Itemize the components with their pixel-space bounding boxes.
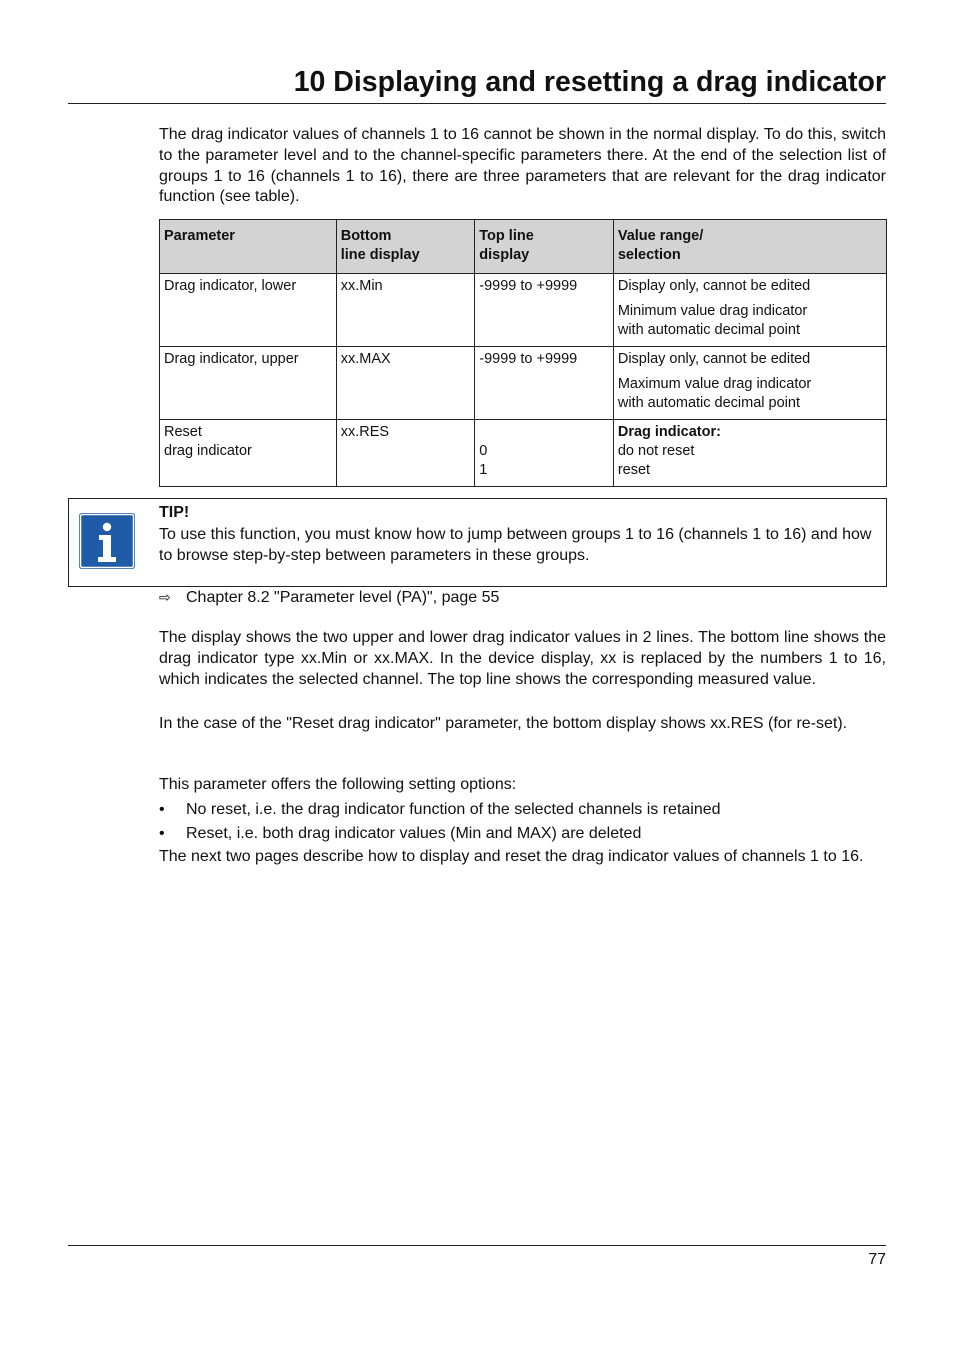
table-header-row: [160, 220, 887, 274]
cell-top: -9999 to +9999: [475, 274, 614, 347]
title-rule: [68, 103, 886, 104]
cell-value: [613, 420, 886, 487]
value-main: Display only, cannot be edited: [617, 278, 811, 294]
parameter-table: [159, 219, 887, 487]
header-bottom-line: Bottom line display: [336, 220, 475, 274]
table-row: [160, 347, 887, 420]
body-paragraph-2: In the case of the "Reset drag indicator" parameter, the bottom display shows xx.RES (for re-set).: [159, 715, 848, 732]
table-row: [160, 420, 887, 487]
arrow-right-icon: ⇨: [159, 589, 171, 605]
cell-bottom: xx.MAX: [336, 347, 475, 420]
value-label: Drag indicator:: [617, 424, 721, 440]
table-row: [160, 274, 887, 347]
value-options: do not reset reset: [617, 443, 695, 478]
header-value-range: Value range/ selection: [613, 220, 886, 274]
tip-box: [68, 498, 887, 587]
body-paragraph-4: The next two pages describe how to display and reset the drag indicator values of channels 1 to 16.: [159, 848, 864, 865]
tip-text: To use this function, you must know how to jump between groups 1 to 16 (channels 1 to 16) and how to browse step-by-step between parameters in these groups.: [159, 526, 872, 564]
cell-bottom: xx.RES: [336, 420, 475, 487]
cell-value: [613, 347, 886, 420]
cell-parameter: Drag indicator, upper: [160, 347, 337, 420]
body-paragraph-3: This parameter offers the following setting options:: [159, 776, 517, 793]
page-number: 77: [868, 1251, 886, 1268]
cell-parameter: Drag indicator, lower: [160, 274, 337, 347]
list-item: • No reset, i.e. the drag indicator function of the selected channels is retained: [159, 801, 721, 818]
cell-value: [613, 274, 886, 347]
crossref-link[interactable]: [159, 587, 499, 608]
bullet-icon: •: [159, 801, 165, 818]
cell-top: 0 1: [475, 420, 614, 487]
bullet-icon: •: [159, 825, 165, 842]
list-item: • Reset, i.e. both drag indicator values (Min and MAX) are deleted: [159, 825, 642, 842]
value-note: Maximum value drag indicator with automatic decimal point: [617, 376, 812, 411]
body-paragraph-1: The display shows the two upper and lower drag indicator values in 2 lines. The bottom line shows the drag indicator type xx.Min or xx.MAX. In the device display, xx is replaced by the numbers 1 to 16, which indicates the selected channel. The top line shows the corresponding measured value.: [159, 629, 886, 688]
tip-label: TIP!: [159, 504, 190, 521]
footer-rule: [68, 1245, 886, 1246]
header-parameter: Parameter: [160, 220, 337, 274]
cell-parameter: Reset drag indicator: [160, 420, 337, 487]
intro-paragraph: The drag indicator values of channels 1 to 16 cannot be shown in the normal display. To do this, switch to the parameter level and to the channel-specific parameters there. At the end of the selection list of groups 1 to 16 (channels 1 to 16), there are three parameters that are relevant for the drag indicator function (see table).: [159, 126, 886, 206]
cell-top: -9999 to +9999: [475, 347, 614, 420]
info-icon: [79, 513, 135, 569]
crossref-text: Chapter 8.2 "Parameter level (PA)", page 55: [186, 589, 500, 606]
header-top-line: Top line display: [475, 220, 614, 274]
cell-bottom: xx.Min: [336, 274, 475, 347]
value-note: Minimum value drag indicator with automatic decimal point: [617, 303, 808, 338]
page-title: 10 Displaying and resetting a drag indicator: [293, 66, 886, 98]
value-main: Display only, cannot be edited: [617, 351, 811, 367]
